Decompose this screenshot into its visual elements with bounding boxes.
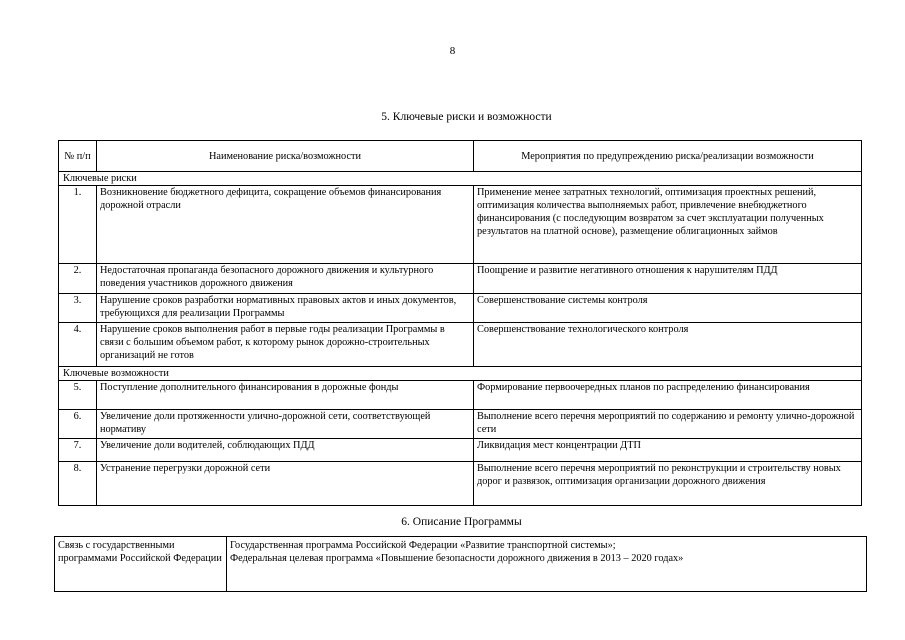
program-description-table — [54, 536, 867, 592]
row-measures: Поощрение и развитие негативного отношения к нарушителям ПДД — [474, 264, 862, 294]
description-value — [227, 537, 867, 592]
row-measures: Ликвидация мест концентрации ДТП — [474, 439, 862, 462]
row-name: Увеличение доли протяженности улично-дорожной сети, соответствующей нормативу — [97, 410, 474, 439]
row-name: Устранение перегрузки дорожной сети — [97, 462, 474, 506]
risks-table — [58, 140, 862, 506]
row-num: 6. — [59, 410, 97, 439]
row-name: Увеличение доли водителей, соблюдающих ПДД — [97, 439, 474, 462]
table-header-row — [59, 141, 862, 172]
row-num: 1. — [59, 186, 97, 264]
row-measures: Формирование первоочередных планов по распределению финансирования — [474, 381, 862, 410]
table-row — [59, 186, 862, 264]
description-line: Государственная программа Российской Федерации «Развитие транспортной системы»; — [230, 540, 616, 551]
row-name: Недостаточная пропаганда безопасного дорожного движения и культурного поведения участников дорожного движения — [97, 264, 474, 294]
row-measures: Выполнение всего перечня мероприятий по реконструкции и строительству новых дорог и развязок, оптимизация организации дорожного движения — [474, 462, 862, 506]
row-measures: Совершенствование технологического контроля — [474, 323, 862, 367]
page-number: 8 — [449, 45, 456, 57]
table-row — [59, 381, 862, 410]
row-num: 5. — [59, 381, 97, 410]
section-5-title: 5. Ключевые риски и возможности — [381, 111, 552, 123]
row-name: Нарушение сроков разработки нормативных правовых актов и иных документов, требующихся для реализации Программы — [97, 294, 474, 323]
header-measures: Мероприятия по предупреждению риска/реализации возможности — [474, 141, 862, 172]
row-name: Возникновение бюджетного дефицита, сокращение объемов финансирования дорожной отрасли — [97, 186, 474, 264]
group-label: Ключевые возможности — [59, 367, 862, 381]
table-row — [59, 410, 862, 439]
row-num: 8. — [59, 462, 97, 506]
row-num: 3. — [59, 294, 97, 323]
row-num: 7. — [59, 439, 97, 462]
row-num: 4. — [59, 323, 97, 367]
row-name: Поступление дополнительного финансирования в дорожные фонды — [97, 381, 474, 410]
table-row — [59, 323, 862, 367]
description-line: Федеральная целевая программа «Повышение безопасности дорожного движения в 2013 – 2020 годах» — [230, 553, 684, 564]
group-label: Ключевые риски — [59, 172, 862, 186]
table-row — [59, 462, 862, 506]
header-name: Наименование риска/возможности — [97, 141, 474, 172]
row-measures: Совершенствование системы контроля — [474, 294, 862, 323]
row-num: 2. — [59, 264, 97, 294]
row-name: Нарушение сроков выполнения работ в первые годы реализации Программы в связи с большим объемом работ, к которому рынок дорожно-строительных организаций не готов — [97, 323, 474, 367]
row-measures: Выполнение всего перечня мероприятий по содержанию и ремонту улично-дорожной сети — [474, 410, 862, 439]
table-row — [55, 537, 867, 592]
section-6-title: 6. Описание Программы — [401, 516, 522, 528]
group-row-risks — [59, 172, 862, 186]
row-measures: Применение менее затратных технологий, оптимизация проектных решений, оптимизация количества выполняемых работ, привлечение внебюджетного финансирования (с последующим возвратом за счет эксплуатации полученных результатов на платной основе), размещение облигационных займов — [474, 186, 862, 264]
table-row — [59, 439, 862, 462]
table-row — [59, 264, 862, 294]
header-num: № п/п — [59, 141, 97, 172]
table-row — [59, 294, 862, 323]
group-row-opportunities — [59, 367, 862, 381]
description-label: Связь с государственными программами Российской Федерации — [55, 537, 227, 592]
